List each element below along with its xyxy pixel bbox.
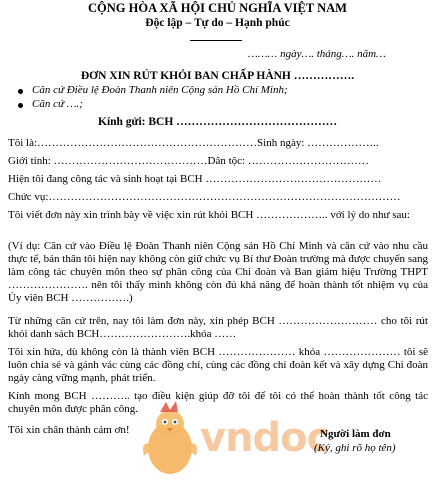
motto-underline: [190, 40, 242, 41]
example-paragraph: (Ví dụ: Căn cứ vào Điều lệ Đoàn Thanh niên Cộng sản Hồ Chí Minh và căn cứ vào nhu cầu thực tế, bản thân tôi hiện nay không còn giữ chức vụ Bí thư Đoàn trường mà được chuyển sang làm công tác chuyên môn theo sự phân công của Chi đoàn và Ban giám hiệu Trường THPT …………………. nên tôi thấy mình không còn đủ khả năng để hoàn thành tốt nhiệm vụ của Ủy viên BCH …………….): [8, 240, 428, 304]
gender-ethnicity-line: Giới tính: ……………………………………Dân tộc: ……………………………: [8, 155, 369, 167]
promise-paragraph: Tôi xin hứa, dù không còn là thành viên BCH ………………… khóa ………………… tôi sẽ luôn chia sẻ và gánh vác cùng các đồng chí, cùng các đồng chí đoàn kết và xây dựng Chi đoàn ngày càng vững mạnh, phát triển.: [8, 346, 428, 384]
watermark-brand: vndoc: [200, 415, 330, 461]
basis-line: Căn cứ Điều lệ Đoàn Thanh niên Cộng sản Hồ Chí Minh;: [32, 84, 288, 96]
request-paragraph: Từ những căn cứ trên, nay tôi làm đơn này, xin phép BCH ……………………… cho tôi rút khỏi danh sách BCH…………………….khóa ……: [8, 315, 428, 340]
name-birthdate-line: Tôi là:……………………………………………………Sinh ngày: ………………..: [8, 137, 379, 149]
document-title: ĐƠN XIN RÚT KHỎI BAN CHẤP HÀNH …………….: [80, 70, 355, 82]
intro-paragraph: Tôi viết đơn này xin trình bày về việc xin rút khỏi BCH ……………….. với lý do như sau:: [8, 209, 410, 221]
signature-note: (Ký, ghi rõ họ tên): [314, 442, 396, 454]
country-heading: CỘNG HÒA XÃ HỘI CHỦ NGHĨA VIỆT NAM: [88, 1, 347, 15]
hope-paragraph: Kính mong BCH ……….. tạo điều kiện giúp đỡ tôi để tôi có thể hoàn thành tốt công tác chuyên môn được phân công.: [8, 390, 428, 415]
date-line: ……… ngày…. tháng…. năm…: [248, 48, 386, 60]
thanks-line: Tôi xin chân thành cảm ơn!: [8, 424, 130, 436]
motto: Độc lập – Tự do – Hạnh phúc: [145, 17, 290, 29]
workplace-line: Hiện tôi đang công tác và sinh hoạt tại BCH …………………………………………: [8, 173, 382, 185]
position-line: Chức vụ:……………………………………………………………………………………: [8, 191, 401, 203]
bullet-icon: [18, 89, 23, 94]
signature-title: Người làm đơn: [320, 428, 391, 440]
recipient-line: Kính gửi: BCH ……………………………………: [98, 116, 338, 128]
basis-line: Căn cứ ….;: [32, 98, 83, 110]
bullet-icon: [18, 103, 23, 108]
